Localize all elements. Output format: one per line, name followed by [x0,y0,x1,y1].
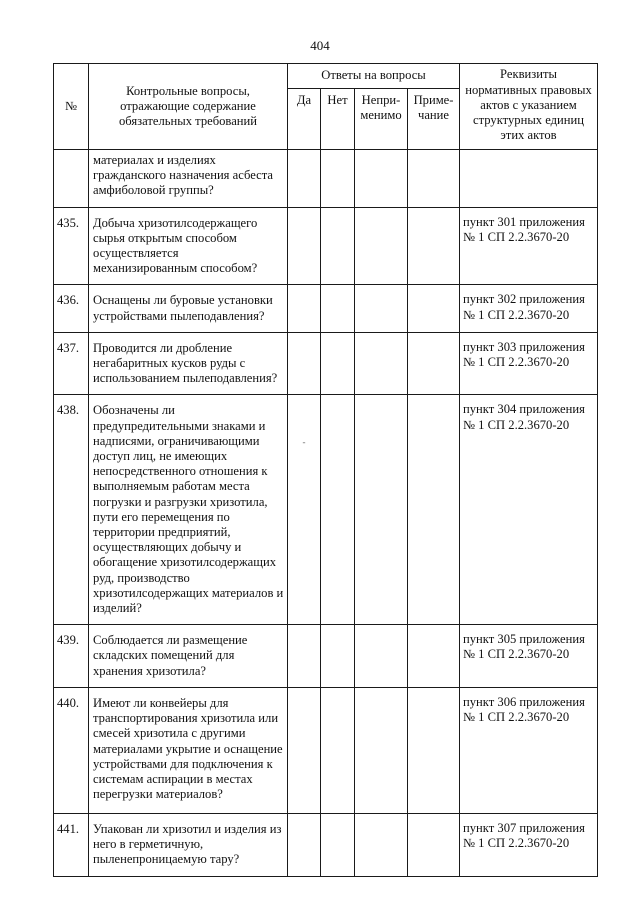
cell-not-applicable [355,687,408,813]
row-number: 438. [54,395,89,625]
cell-note [408,150,460,208]
header-note-line: чание [418,108,449,123]
row-reference: пункт 306 приложения № 1 СП 2.2.3670-20 [460,687,598,813]
cell-yes [288,813,321,876]
row-number: 441. [54,813,89,876]
header-requisites-line: актов с указанием [480,97,577,112]
cell-yes [288,332,321,395]
row-reference: пункт 301 приложения № 1 СП 2.2.3670-20 [460,207,598,285]
table-row [54,395,598,625]
header-answer-yes: Да [288,89,321,150]
row-reference [460,150,598,208]
row-reference: пункт 304 приложения № 1 СП 2.2.3670-20 [460,395,598,625]
row-question: Соблюдается ли размещение складских помещений для хранения хризотила? [89,625,288,688]
header-questions-line: обязательных требований [118,114,258,129]
row-reference: пункт 305 приложения № 1 СП 2.2.3670-20 [460,625,598,688]
cell-no [321,687,355,813]
cell-not-applicable [355,813,408,876]
header-requisites-line: Реквизиты [500,67,557,82]
cell-note [408,687,460,813]
cell-not-applicable [355,395,408,625]
row-question: Оснащены ли буровые установки устройствами пылеподавления? [89,285,288,332]
header-requisites-line: структурных единиц [473,113,585,128]
cell-yes [288,687,321,813]
header-questions [89,64,288,150]
cell-no [321,150,355,208]
header-requisites [460,64,598,150]
table-row [54,813,598,876]
header-na-line: Непри- [361,93,401,107]
cell-note [408,285,460,332]
cell-no [321,285,355,332]
header-requisites-line: нормативных правовых [465,82,592,97]
row-number: 437. [54,332,89,395]
cell-yes [288,285,321,332]
row-question: Обозначены ли предупредительными знаками и надписями, ограничивающими доступ лиц, не имеющих непосредственного отношения к выполняемым работам места погрузки и разгрузки хризотила, пути его перемещения по территории предприятий, осуществляющих добычу и обогащение хризотилсодержащих руд, производство хризотилсодержащих материалов и изделий? [89,395,288,625]
page-number: 404 [310,38,330,53]
table-row [54,150,598,208]
stray-mark: - [302,437,306,448]
row-number: 439. [54,625,89,688]
header-questions-line: отражающие содержание [120,98,256,113]
cell-note [408,207,460,285]
row-question: материалах и изделиях гражданского назначения асбеста амфиболовой группы? [89,150,288,208]
cell-not-applicable [355,285,408,332]
cell-not-applicable [355,150,408,208]
cell-note [408,625,460,688]
row-number [54,150,89,208]
cell-no [321,207,355,285]
cell-not-applicable [355,625,408,688]
cell-no [321,332,355,395]
header-answers-group: Ответы на вопросы [288,64,460,89]
checklist-table [53,63,598,877]
header-requisites-line: этих актов [500,128,557,143]
cell-yes [288,207,321,285]
header-note-line: Приме- [413,93,454,107]
cell-not-applicable [355,332,408,395]
cell-no [321,813,355,876]
cell-yes [288,625,321,688]
row-question: Имеют ли конвейеры для транспортирования хризотила или смесей хризотила с другими материалами укрытие и оснащение устройствами для подключения к системам аспирации в местах перегрузки материалов? [89,687,288,813]
header-answer-note [408,89,460,150]
row-question: Проводится ли дробление негабаритных кусков руды с использованием пылеподавления? [89,332,288,395]
header-row-top [54,64,598,89]
table-row [54,625,598,688]
cell-yes [288,150,321,208]
row-number: 436. [54,285,89,332]
table-row [54,332,598,395]
header-na-line: менимо [360,108,402,123]
table-row [54,207,598,285]
row-reference: пункт 307 приложения № 1 СП 2.2.3670-20 [460,813,598,876]
row-number: 435. [54,207,89,285]
row-number: 440. [54,687,89,813]
cell-note [408,395,460,625]
table-row [54,285,598,332]
table-row [54,687,598,813]
row-reference: пункт 302 приложения № 1 СП 2.2.3670-20 [460,285,598,332]
cell-note [408,332,460,395]
header-number: № [54,64,89,150]
header-questions-line: Контрольные вопросы, [126,83,250,98]
cell-yes [288,395,321,625]
row-reference: пункт 303 приложения № 1 СП 2.2.3670-20 [460,332,598,395]
cell-no [321,625,355,688]
header-answer-no: Нет [321,89,355,150]
row-question: Упакован ли хризотил и изделия из него в герметичную, пыленепроницаемую тару? [89,813,288,876]
cell-note [408,813,460,876]
cell-no [321,395,355,625]
row-question: Добыча хризотилсодержащего сырья открытым способом осуществляется механизированным способом? [89,207,288,285]
cell-not-applicable [355,207,408,285]
header-answer-not-applicable [355,89,408,150]
